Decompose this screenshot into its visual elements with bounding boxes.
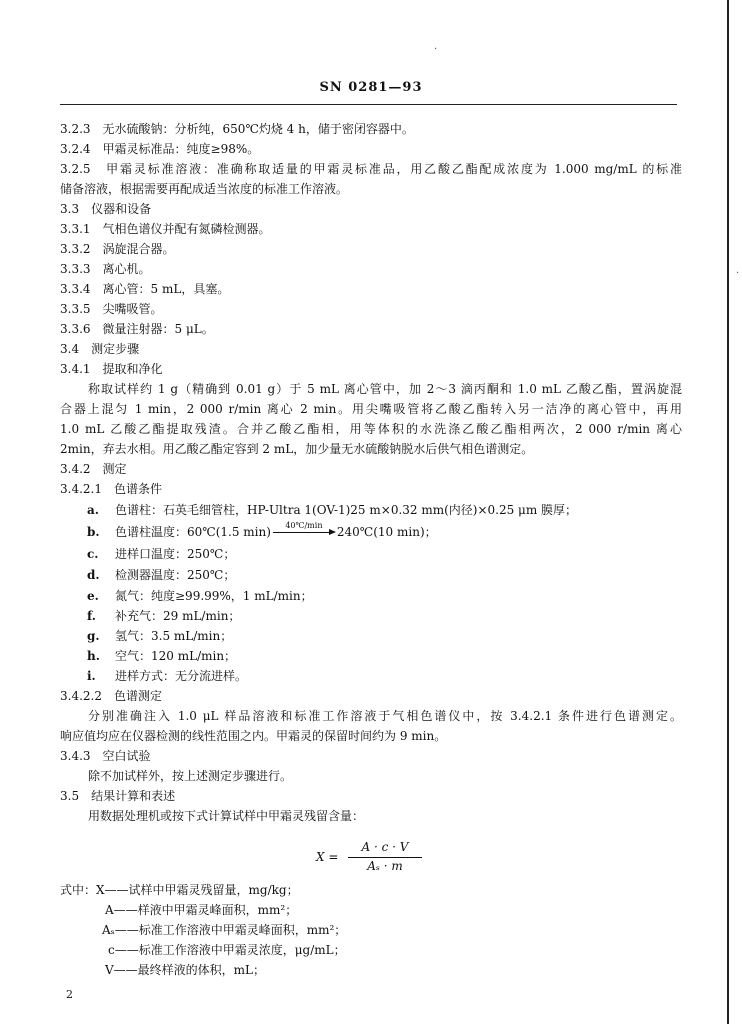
condition-key: i.: [87, 669, 96, 683]
condition-text: 氮气：纯度≥99.99%，1 mL/min；: [115, 589, 313, 603]
clause-3-2-4: 3.2.4 甲霜灵标准品：纯度≥98%。: [60, 142, 260, 156]
chromatography-para-line-2: 响应值均应在仪器检测的线性范围之内。甲霜灵的保留时间约为 9 min。: [60, 729, 447, 743]
formula-denominator: Aₛ · m: [367, 859, 403, 873]
calculation-intro: 用数据处理机或按下式计算试样中甲霜灵残留含量：: [88, 809, 365, 823]
condition-text: 检测器温度：250℃；: [115, 568, 236, 582]
condition-text: 补充气：29 mL/min；: [115, 609, 241, 623]
definition-v: V——最终样液的体积，mL；: [105, 963, 266, 977]
header-rule: [60, 104, 677, 105]
condition-d: [87, 567, 235, 583]
condition-key: f.: [87, 609, 96, 623]
clause-3-3-1: 3.3.1 气相色谱仪并配有氮磷检测器。: [60, 222, 271, 236]
page-header: SN 0281—93: [319, 80, 423, 95]
condition-key: h.: [87, 649, 100, 663]
scan-speck: ·: [434, 44, 438, 55]
ramp-arrow-icon: [271, 521, 337, 538]
condition-key: c.: [87, 547, 99, 561]
page-number: 2: [66, 988, 73, 1001]
condition-key: g.: [87, 629, 100, 643]
fraction-bar: [348, 857, 422, 858]
chromatography-para-line-1: 分别准确注入 1.0 μL 样品溶液和标准工作溶液于气相色谱仪中，按 3.4.2.1 条件进行色谱测定。: [88, 709, 682, 723]
section-3-3: 3.3 仪器和设备: [60, 202, 152, 216]
section-3-5: 3.5 结果计算和表述: [60, 789, 176, 803]
residue-formula: [316, 840, 436, 876]
clause-3-4-2: 3.4.2 测定: [60, 462, 127, 476]
clause-3-2-3: 3.2.3 无水硫酸钠：分析纯，650℃灼烧 4 h，储于密闭容器中。: [60, 122, 414, 136]
formula-numerator: A · c · V: [361, 840, 409, 854]
condition-text: 色谱柱温度：60℃(1.5 min): [115, 525, 271, 539]
condition-h: [87, 648, 236, 664]
definition-as: Aₛ——标准工作溶液中甲霜灵峰面积，mm²；: [102, 923, 347, 937]
clause-3-3-3: 3.3.3 离心机。: [60, 262, 151, 276]
condition-key: a.: [87, 503, 99, 517]
ramp-rate-label: 40℃/min: [285, 521, 323, 530]
extraction-para-line-1: 称取试样约 1 g（精确到 0.01 g）于 5 mL 离心管中，加 2～3 滴丙酮和 1.0 mL 乙酸乙酯，置涡旋混: [88, 382, 682, 396]
clause-3-2-5: 3.2.5 甲霜灵标准溶液：准确称取适量的甲霜灵标准品，用乙酸乙酯配成浓度为 1.000 mg/mL 的标准: [60, 162, 682, 176]
definition-c: c——标准工作溶液中甲霜灵浓度，μg/mL；: [108, 943, 346, 957]
extraction-para-line-2: 合器上混匀 1 min，2 000 r/min 离心 2 min。用尖嘴吸管将乙酸乙酯转入另一洁净的离心管中，再用: [60, 402, 682, 416]
clause-3-3-4: 3.3.4 离心管：5 mL，具塞。: [60, 282, 230, 296]
condition-i: [87, 668, 247, 684]
condition-key: d.: [87, 568, 100, 582]
condition-key: b.: [87, 525, 100, 539]
condition-c: [87, 546, 235, 562]
condition-text: 氢气：3.5 mL/min；: [115, 629, 233, 643]
clause-3-4-2-1: 3.4.2.1 色谱条件: [60, 482, 162, 496]
condition-text: 进样口温度：250℃；: [115, 547, 236, 561]
extraction-para-line-4: 2min，弃去水相。用乙酸乙酯定容到 2 mL，加少量无水硫酸钠脱水后供气相色谱测定。: [60, 442, 534, 456]
clause-3-3-2: 3.3.2 涡旋混合器。: [60, 242, 175, 256]
clause-3-3-6: 3.3.6 微量注射器：5 μL。: [60, 322, 214, 336]
definition-a: A——样液中甲霜灵峰面积，mm²；: [105, 903, 298, 917]
scan-speck: ·: [736, 268, 740, 279]
clause-3-4-3: 3.4.3 空白试验: [60, 749, 151, 763]
condition-text: 色谱柱：石英毛细管柱，HP-Ultra 1(OV-1)25 m×0.32 mm(内径)×0.25 μm 膜厚；: [115, 503, 578, 517]
clause-3-3-5: 3.3.5 尖嘴吸管。: [60, 302, 163, 316]
condition-f: [87, 608, 240, 624]
condition-g: [87, 628, 232, 644]
clause-3-4-1: 3.4.1 提取和净化: [60, 362, 163, 376]
formula-lhs: X =: [316, 850, 339, 864]
clause-3-4-2-2: 3.4.2.2 色谱测定: [60, 689, 162, 703]
condition-text: 240℃(10 min)；: [336, 525, 437, 539]
condition-text: 进样方式：无分流进样。: [115, 669, 248, 683]
section-3-4: 3.4 测定步骤: [60, 342, 140, 356]
blank-test-text: 除不加试样外，按上述测定步骤进行。: [88, 769, 293, 783]
clause-3-2-5-cont: 储备溶液，根据需要再配成适当浓度的标准工作溶液。: [60, 182, 349, 196]
extraction-para-line-3: 1.0 mL 乙酸乙酯提取残渣。合并乙酸乙酯相，用等体积的水洗涤乙酸乙酯相两次，2 000 r/min 离心: [60, 422, 682, 436]
scan-border: [727, 0, 729, 1024]
condition-b: [87, 521, 437, 540]
definition-x: 式中：X——试样中甲霜灵残留量，mg/kg；: [60, 883, 299, 897]
condition-e: [87, 588, 313, 604]
condition-text: 空气：120 mL/min；: [115, 649, 237, 663]
condition-a: [87, 502, 577, 518]
condition-key: e.: [87, 589, 99, 603]
